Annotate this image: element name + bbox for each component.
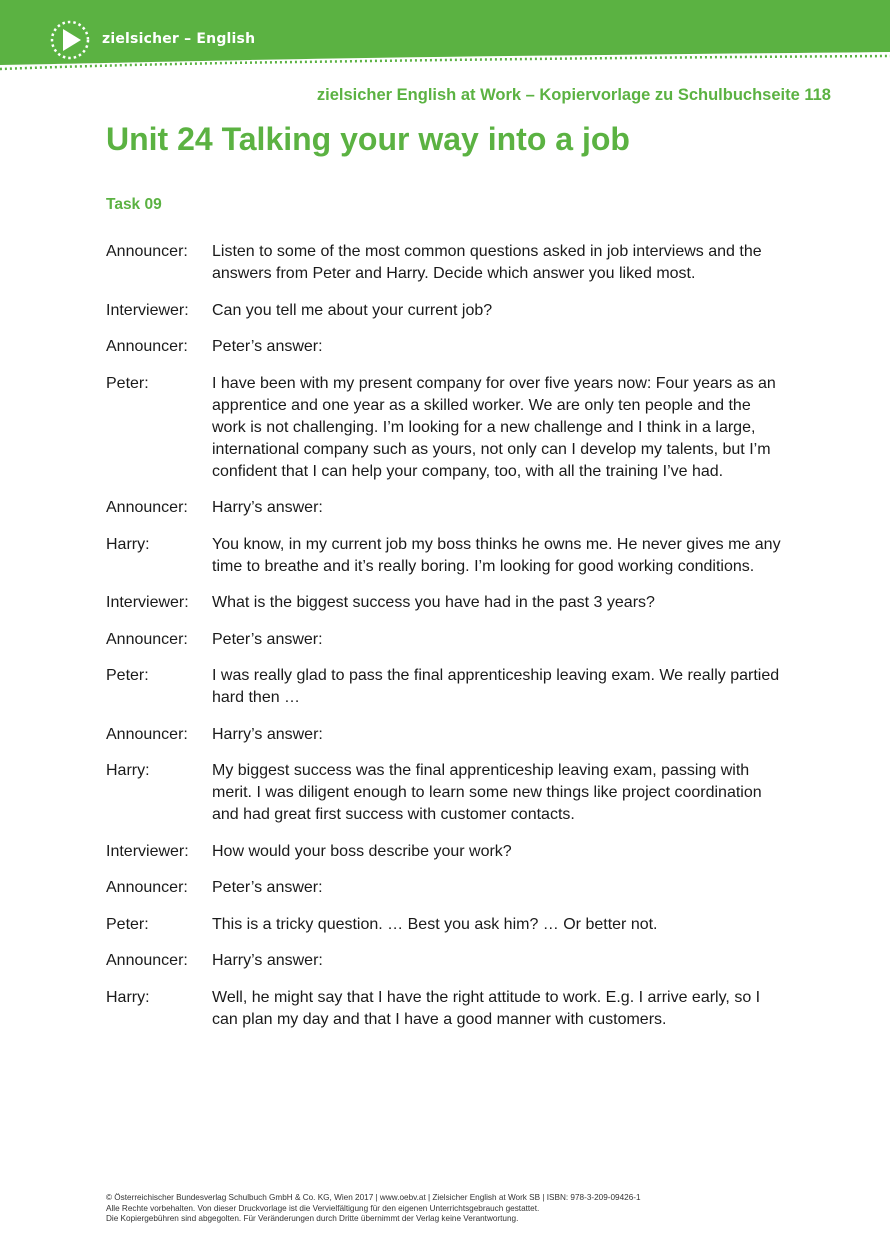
speaker-label: Harry: [106,762,150,779]
footer-line: © Österreichischer Bundesverlag Schulbuch GmbH & Co. KG, Wien 2017 | www.oebv.at | Zielsicher English at Work SB | ISBN: 978-3-209-09426-1 [106,1193,641,1202]
footer-line: Alle Rechte vorbehalten. Von dieser Druckvorlage ist die Vervielfältigung für den eigenen Unterrichtsgebrauch gestattet. [106,1203,540,1213]
speaker-label: Announcer: [106,499,188,516]
dialogue-text: What is the biggest success you have had in the past 3 years? [212,594,655,611]
dialogue-line [106,497,786,519]
dialogue-text: Can you tell me about your current job? [212,301,493,319]
dialogue-text: My biggest success was the final apprenticeship leaving exam, passing with merit. I was diligent enough to learn some new things like project coordination and had great first success with customer contacts. [212,762,762,823]
dialogue-text: This is a tricky question. … Best you ask him? … Or better not. [212,915,658,933]
dialogue-line [106,241,786,285]
dialogue-line [106,592,786,614]
dialogue-line [106,987,786,1031]
speaker-label: Interviewer: [106,301,189,319]
speaker-label: Announcer: [106,725,188,743]
speaker-label: Announcer: [106,952,188,969]
speaker-label: Harry: [106,535,150,553]
dialogue-line [106,665,786,709]
page-subtitle: zielsicher English at Work – Kopiervorlage zu Schulbuchseite 118 [316,86,831,104]
dialogue-transcript [106,241,786,1045]
dialogue-text: I was really glad to pass the final apprenticeship leaving exam. We really partied hard then … [212,667,780,706]
dialogue-line [106,300,786,322]
dialogue-line [106,724,786,746]
dialogue-text: How would your boss describe your work? [212,842,512,860]
header-banner [0,0,890,80]
dialogue-line [106,336,786,358]
footer-line: Die Kopiergebühren sind abgegolten. Für Veränderungen durch Dritte übernimmt der Verlag keine Verantwortung. [106,1214,519,1223]
dialogue-text: Peter’s answer: [212,630,323,648]
dialogue-line [106,760,786,826]
copyright-footer [106,1193,641,1225]
speaker-label: Peter: [106,915,149,933]
dialogue-text: I have been with my present company for over five years now: Four years as an apprentice and one year as a skilled worker. We are only ten people and the work is not challenging. I’m looking for a new challenge and I think in a large, international company such as yours, not only can I develop my talents, but I’m confident that I can help your company, too, with all the training I’ve had. [212,374,776,480]
dialogue-line [106,534,786,578]
brand-logo-text: zielsicher – English [102,31,256,47]
speaker-label: Interviewer: [106,594,189,611]
dialogue-line [106,841,786,863]
dialogue-line [106,950,786,972]
speaker-label: Announcer: [106,879,188,896]
speaker-label: Peter: [106,374,149,392]
dialogue-line [106,877,786,899]
dialogue-line [106,629,786,651]
dialogue-text: Listen to some of the most common questions asked in job interviews and the answers from Peter and Harry. Decide which answer you liked most. [212,243,762,282]
page-title: Unit 24 Talking your way into a job [106,121,630,157]
dialogue-text: You know, in my current job my boss thinks he owns me. He never gives me any time to breathe and it’s really boring. I’m looking for good working conditions. [212,535,781,575]
dialogue-text: Harry’s answer: [212,499,323,516]
dialogue-line [106,373,786,483]
speaker-label: Announcer: [106,338,188,355]
dialogue-text: Well, he might say that I have the right attitude to work. E.g. I arrive early, so I can plan my day and that I have a good manner with customers. [212,988,761,1028]
speaker-label: Interviewer: [106,842,189,860]
speaker-label: Announcer: [106,630,188,648]
task-label: Task 09 [106,196,162,213]
speaker-label: Announcer: [106,243,188,260]
dialogue-text: Peter’s answer: [212,338,323,355]
dialogue-text: Peter’s answer: [212,879,323,896]
speaker-label: Peter: [106,667,149,684]
speaker-label: Harry: [106,988,150,1006]
dialogue-text: Harry’s answer: [212,952,323,969]
dialogue-text: Harry’s answer: [212,725,323,743]
dialogue-line [106,914,786,936]
